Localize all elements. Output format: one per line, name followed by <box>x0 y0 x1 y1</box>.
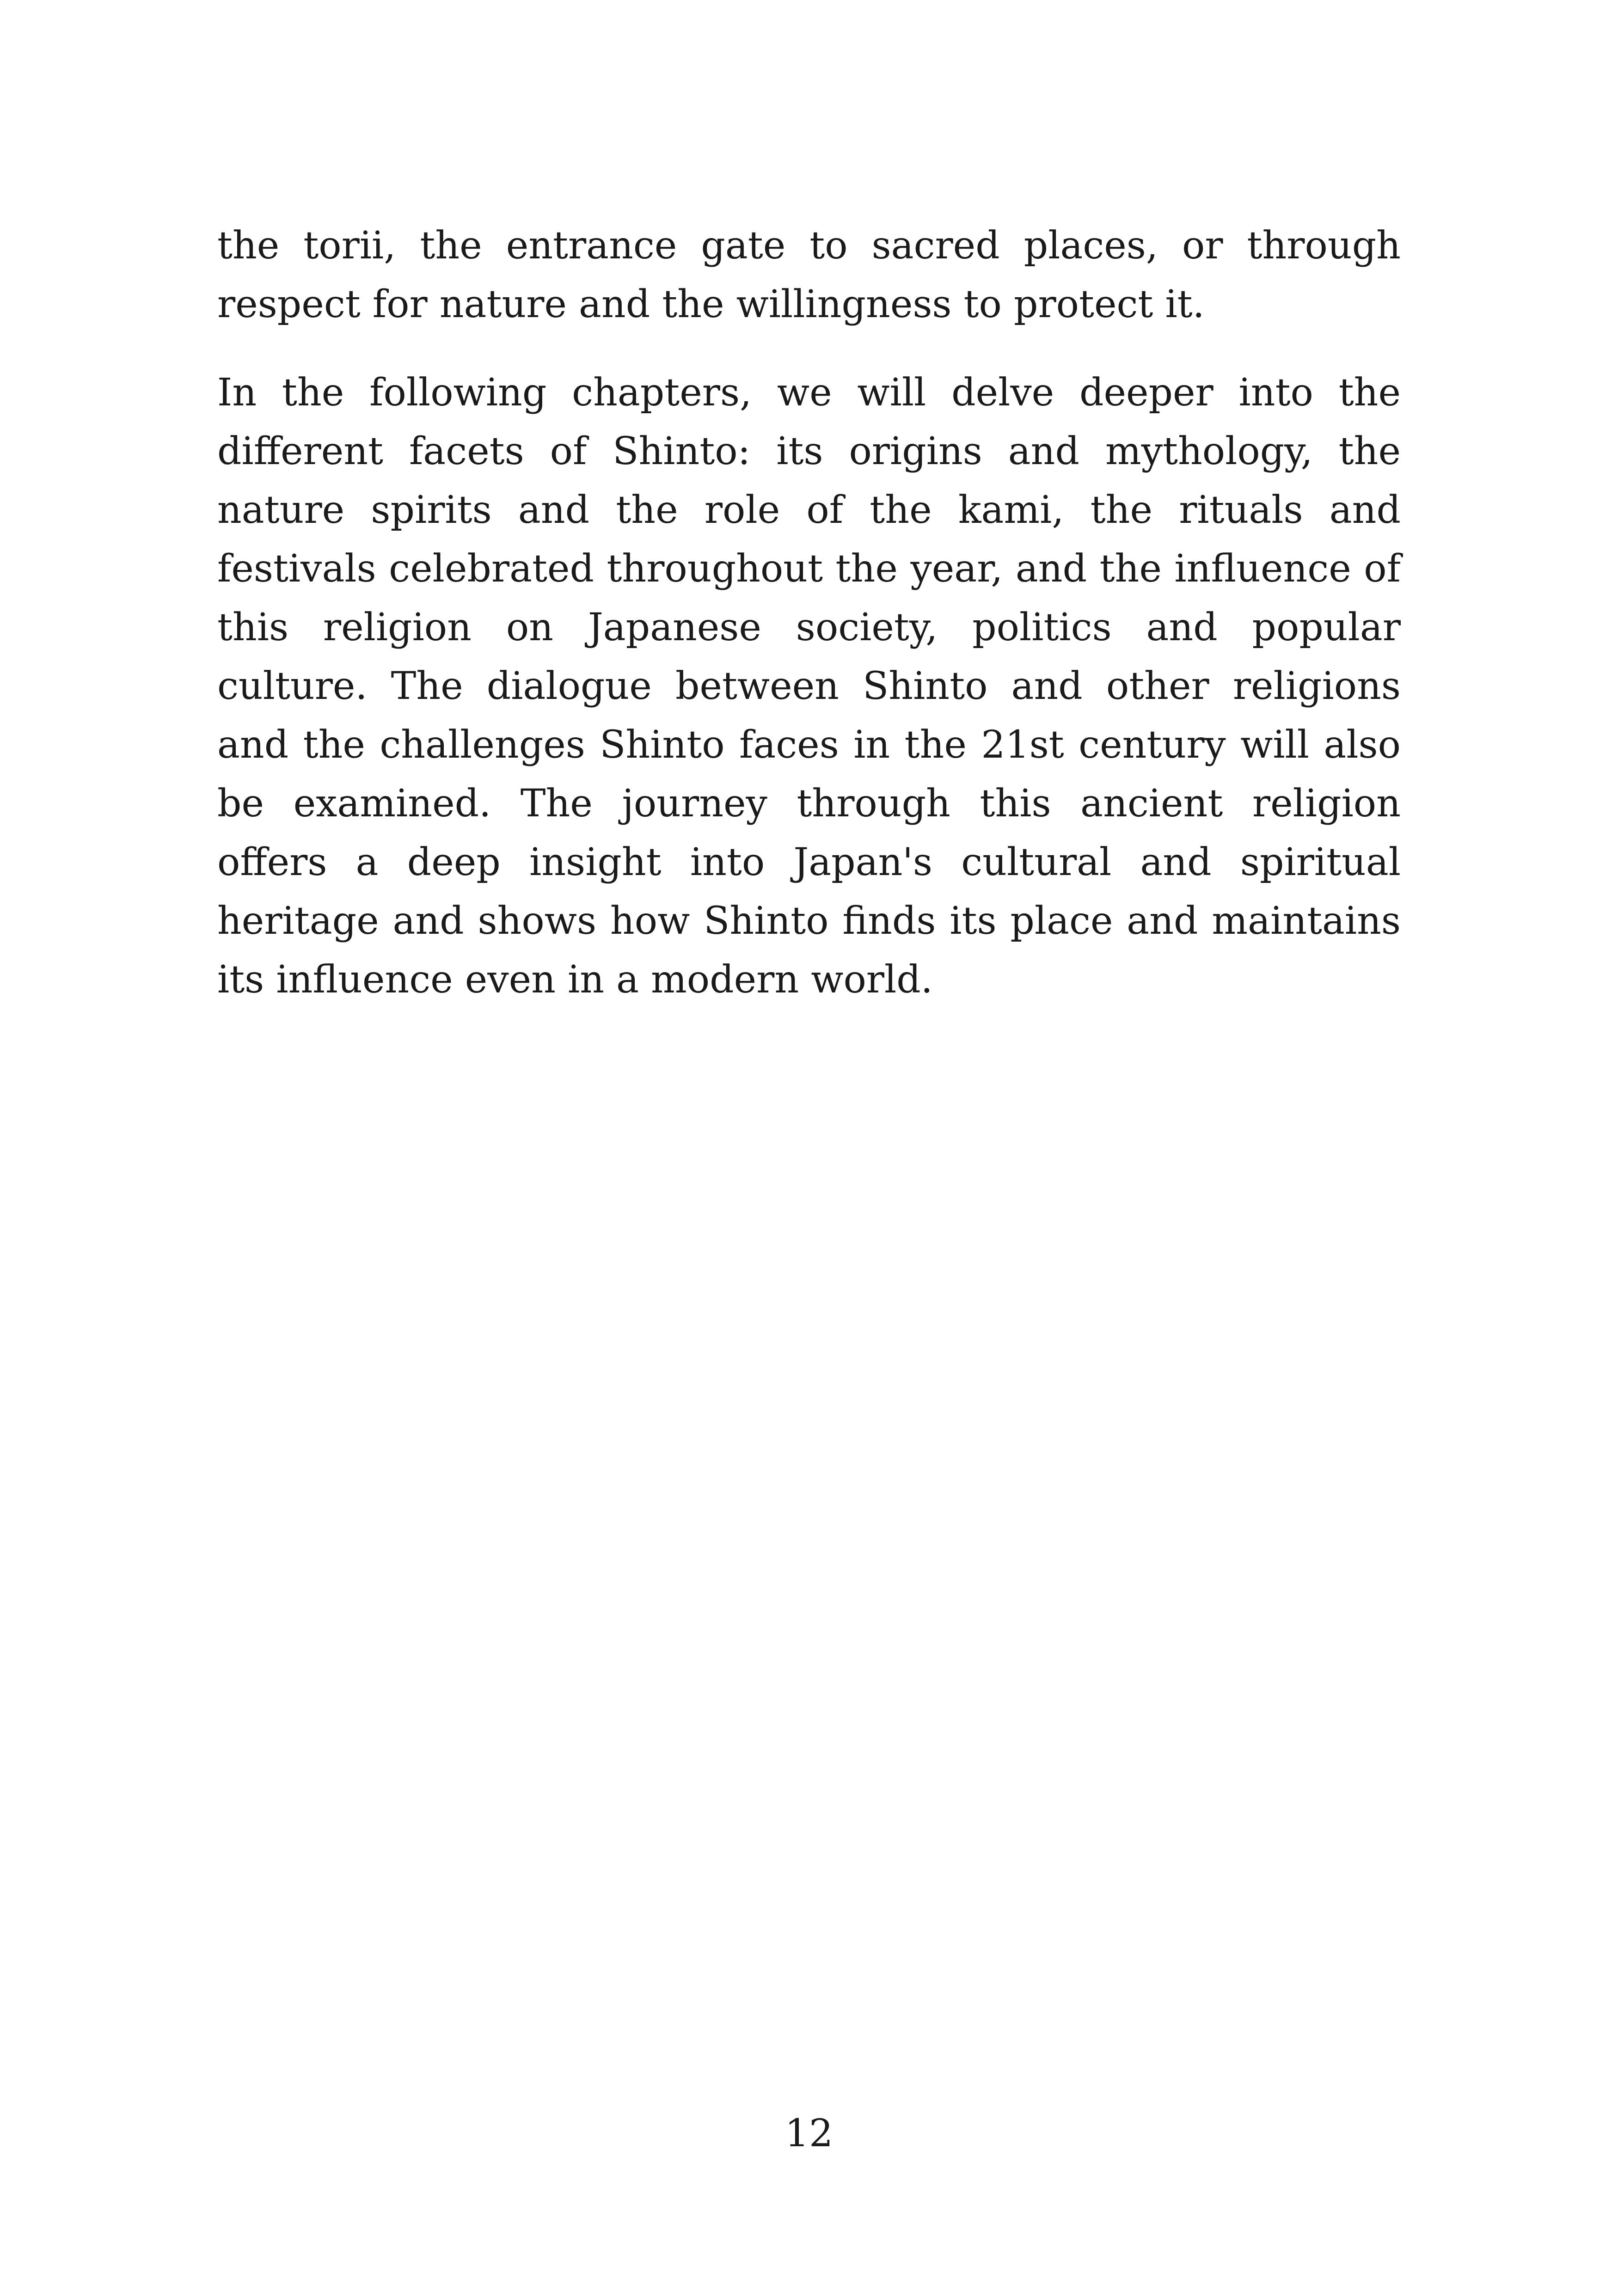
paragraph-2: In the following chapters, we will delve deeper into the different facets of Shinto: its origins and mythology, the nature spirits and the role of the kami, the rituals and festivals celebrated throughout the year, and the influence of this religion on Japanese society, politics and popular culture. The dialogue between Shinto and other religions and the challenges Shinto faces in the 21st century will also be examined. The journey through this ancient religion offers a deep insight into Japan's cultural and spiritual heritage and shows how Shinto finds its place and maintains its influence even in a modern world. <box>217 371 1401 1002</box>
body-text <box>217 216 1401 1009</box>
page-number: 12 <box>784 2112 834 2155</box>
paragraph-1: the torii, the entrance gate to sacred places, or through respect for nature and the willingness to protect it. <box>217 224 1401 326</box>
